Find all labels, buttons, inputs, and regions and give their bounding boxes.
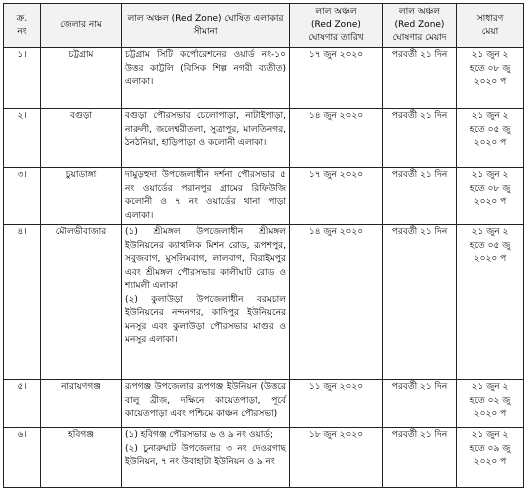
cell-area: দামুড়হুদা উপজেলাধীন দর্শনা পৌরসভার ৫ নং ওয়ার্ডের পরানপুর গ্রামের রিফিউজি কলোনী ও ৭ নং ওয়ার্ডের থানা পাড়া এলাকা।: [122, 168, 290, 225]
cell-district: বগুড়া: [41, 109, 122, 168]
cell-date: ১৪ জুন ২০২০: [290, 109, 383, 168]
cell-date: ১৮ জুন ২০২০: [290, 428, 383, 488]
cell-serial: ১।: [4, 48, 41, 109]
header-declare-date: লাল অঞ্চল (Red Zone) ঘোষণার তারিখ: [290, 4, 383, 48]
header-row: [4, 4, 524, 48]
header-general-duration: সাধারণ মেয়া: [457, 4, 524, 48]
red-zone-table: [3, 3, 524, 488]
red-zone-table-wrapper: [3, 3, 523, 488]
cell-general: ২১ জুন ২ হতে ০৮ জু ২০২০ প: [457, 168, 524, 225]
cell-duration: পরবর্তী ২১ দিন: [383, 225, 457, 380]
cell-district: চট্টগ্রাম: [41, 48, 122, 109]
cell-duration: পরবর্তী ২১ দিন: [383, 109, 457, 168]
cell-date: ১৭ জুন ২০২০: [290, 48, 383, 109]
cell-duration: পরবর্তী ২১ দিন: [383, 168, 457, 225]
cell-date: ১৭ জুন ২০২০: [290, 168, 383, 225]
cell-area: বগুড়া পৌরসভার চেলোপাড়া, নাটাইপাড়া, নারুলী, জলেশ্বরীতলা, সুত্রাপুর, মালতিনগর, ঠনঠনিয়া, হাড়িপাড়া ও কলোনী এলাকা।: [122, 109, 290, 168]
cell-date: ১১ জুন ২০২০: [290, 380, 383, 428]
table-row: [4, 225, 524, 380]
cell-general: ২১ জুন ২ হতে ০৫ জু ২০২০ প: [457, 225, 524, 380]
cell-district: মৌলভীবাজার: [41, 225, 122, 380]
cell-general: ২১ জুন ২ হতে ০৮ জু ২০২০ প: [457, 48, 524, 109]
cell-district: চুয়াডাঙ্গা: [41, 168, 122, 225]
header-district: জেলার নাম: [41, 4, 122, 48]
cell-serial: ৩।: [4, 168, 41, 225]
cell-general: ২১ জুন ২ হতে ০২ জু ২০২০ প: [457, 380, 524, 428]
table-row: [4, 168, 524, 225]
cell-area: (১) হবিগঞ্জ পৌরসভার ৬ ও ৯ নং ওয়ার্ড; (২) চুনারুঘাট উপজেলার ৩ নং দেওরগাছ ইউনিয়ন, ৭ নং উবাহাটা ইউনিয়ন ও ৯ নং: [122, 428, 290, 488]
table-row: [4, 428, 524, 488]
table-row: [4, 109, 524, 168]
cell-duration: পরবর্তী ২১ দিন: [383, 380, 457, 428]
cell-serial: ৫।: [4, 380, 41, 428]
header-serial: ক্র. নং: [4, 4, 41, 48]
cell-serial: ৪।: [4, 225, 41, 380]
cell-district: নারায়ণগঞ্জ: [41, 380, 122, 428]
cell-general: ২১ জুন ২ হতে ০৫ জু ২০২০ প: [457, 109, 524, 168]
cell-serial: ২।: [4, 109, 41, 168]
cell-duration: পরবর্তী ২১ দিন: [383, 428, 457, 488]
table-row: [4, 48, 524, 109]
cell-general: ২১ জুন ২ হতে ০৯ জু ২০২০ প: [457, 428, 524, 488]
cell-area: রূপগঞ্জ উপজেলার রূপগঞ্জ ইউনিয়ন (উত্তরে বালু ব্রীজ, দক্ষিনে কায়েতপাড়া, পূর্বে কায়েতপাড়া এবং পশ্চিমে কাঞ্চন পৌরসভা): [122, 380, 290, 428]
cell-area: চট্টগ্রাম সিটি কর্পোরেশনের ওয়ার্ড নং-১০ উত্তর কাট্টলি (বিসিক শিল্প নগরী ব্যতীত) এলাকা।: [122, 48, 290, 109]
header-duration: লাল অঞ্চল (Red Zone) ঘোষণার মেয়াদ: [383, 4, 457, 48]
header-area: লাল অঞ্চল (Red Zone) ঘোষিত এলাকার সীমানা: [122, 4, 290, 48]
table-row: [4, 380, 524, 428]
cell-district: হবিগঞ্জ: [41, 428, 122, 488]
cell-serial: ৬।: [4, 428, 41, 488]
cell-area: (১) শ্রীমঙ্গল উপজেলাধীন শ্রীমঙ্গল ইউনিয়নের ক্যাথলিক মিশন রোড, রূপশপুর, সবুজবাগ, মুসলিমবাগ, লালবাগ, বিরাইমপুর এবং শ্রীমঙ্গল পৌরসভার কালীঘাট রোড ও শ্যামলী এলাকা (২) কুলাউড়া উপজেলাধীন বরমচাল ইউনিয়নের নন্দনগর, কাদিপুর ইউনিয়নের মনসুর এবং কুলাউড়া পৌরসভার মাগুর ও মনসুর এলাকা।: [122, 225, 290, 380]
cell-date: ১৪ জুন ২০২০: [290, 225, 383, 380]
cell-duration: পরবর্তী ২১ দিন: [383, 48, 457, 109]
